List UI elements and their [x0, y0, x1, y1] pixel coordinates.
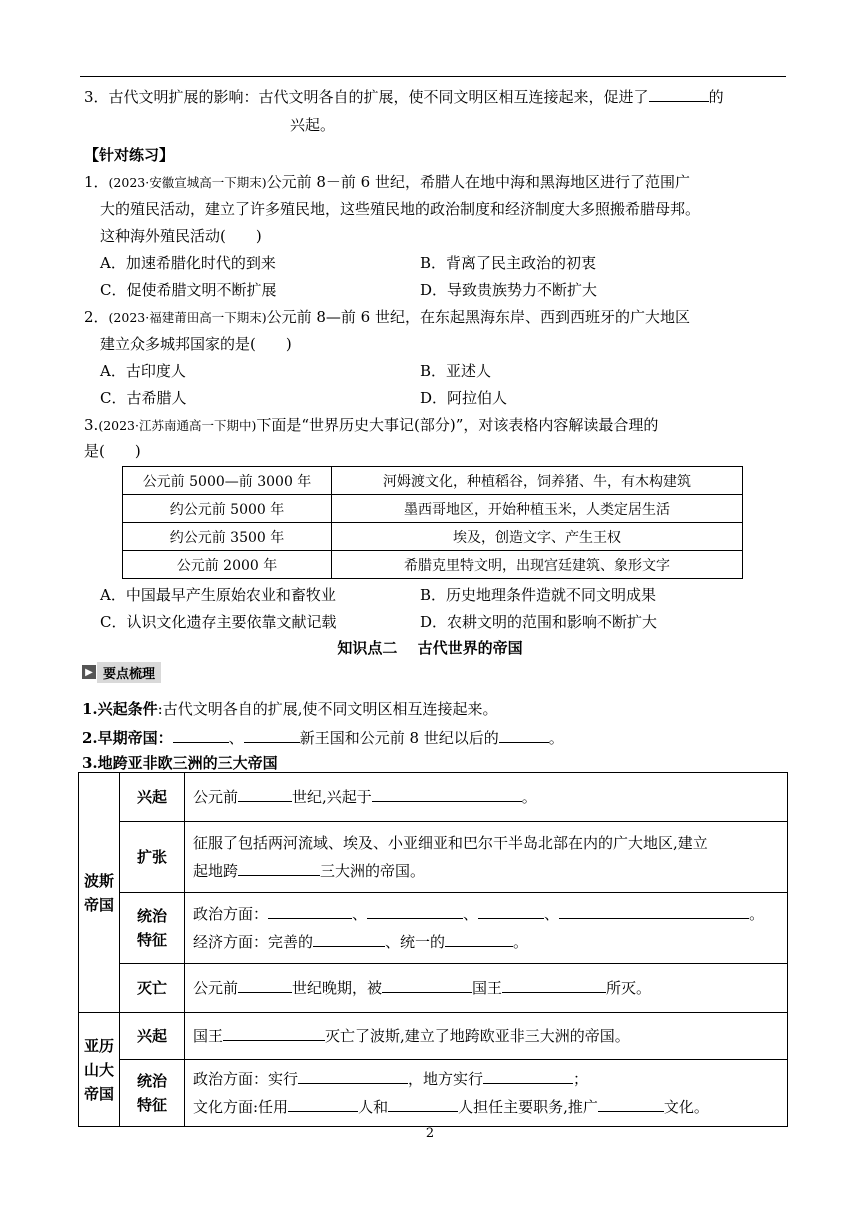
period: 。: [548, 729, 564, 747]
row-key-expand: 扩张: [120, 822, 185, 893]
point-3-label: 3.地跨亚非欧三洲的三大帝国: [82, 754, 278, 772]
row-key-rise: 兴起: [120, 773, 185, 822]
text: 政治方面：实行: [193, 1070, 299, 1088]
point-1-text: :古代文明各自的扩展,使不同文明区相互连接起来。: [157, 700, 498, 718]
empire-name-text: 亚历山大帝国: [83, 1036, 114, 1103]
option-a[interactable]: A．中国最早产生原始农业和畜牧业: [100, 586, 336, 604]
question-text: 下面是“世界历史大事记(部分)”，对该表格内容解读最合理的: [256, 416, 659, 434]
section-title: 知识点二 古代世界的帝国: [337, 639, 523, 657]
row-key-text: 统治特征: [136, 1072, 167, 1114]
text: 世纪,兴起于: [292, 788, 372, 806]
table-row: [79, 1013, 788, 1060]
text: 起地跨: [193, 862, 239, 880]
text: 三大洲的帝国。: [320, 862, 426, 880]
practice-heading: 【针对练习】: [84, 146, 175, 164]
intro-item-3-suffix: 的: [708, 88, 724, 106]
blank[interactable]: [313, 931, 385, 947]
table-row: [79, 893, 788, 964]
question-3-line-2: 是( ): [84, 442, 141, 460]
blank[interactable]: [238, 860, 320, 876]
text: 国王: [472, 979, 503, 997]
blank[interactable]: [382, 977, 472, 993]
table-row: [79, 964, 788, 1013]
option-c[interactable]: C．促使希腊文明不断扩展: [100, 281, 277, 299]
text: 人担任主要职务,推广: [458, 1098, 598, 1116]
row-key-text: 统治特征: [136, 907, 167, 949]
blank[interactable]: [223, 1025, 325, 1041]
empire-name-text: 波斯帝国: [83, 871, 114, 914]
alexander-rule: [185, 1060, 788, 1127]
blank[interactable]: [598, 1096, 664, 1112]
question-source: (2023·福建莆田高一下期末): [108, 310, 267, 325]
blank[interactable]: [388, 1096, 458, 1112]
blank[interactable]: [173, 727, 229, 743]
intro-item-3-cont: 兴起。: [290, 116, 336, 134]
table-row: [79, 1060, 788, 1127]
question-source: (2023·江苏南通高一下期中): [98, 418, 257, 433]
table-row: [79, 773, 788, 822]
table-cell-date: 约公元前 5000 年: [123, 495, 332, 523]
option-d[interactable]: D．阿拉伯人: [420, 389, 508, 407]
question-number: 1．: [84, 173, 109, 191]
blank[interactable]: [288, 1096, 358, 1112]
point-2-label: 2.早期帝国：: [82, 729, 173, 747]
text: 、: [463, 905, 479, 923]
text: ，地方实行: [408, 1070, 484, 1088]
point-1: [82, 698, 498, 720]
text: 公元前: [193, 979, 239, 997]
text: 文化。: [663, 1098, 709, 1116]
intro-item-3: [84, 86, 724, 108]
table-row: [123, 467, 743, 495]
blank[interactable]: [238, 977, 292, 993]
option-a[interactable]: A．加速希腊化时代的到来: [100, 254, 276, 272]
row-key-rule: [120, 1060, 185, 1127]
persia-rise: [185, 773, 788, 822]
table-cell-date: 公元前 2000 年: [123, 551, 332, 579]
option-c[interactable]: C．古希腊人: [100, 389, 187, 407]
table-row: [123, 551, 743, 579]
blank[interactable]: [367, 903, 463, 919]
blank[interactable]: [268, 903, 352, 919]
blank[interactable]: [559, 903, 749, 919]
text: 文化方面:任用: [193, 1098, 289, 1116]
alexander-rule-culture: [193, 1093, 779, 1121]
text: 世纪晚期，被: [292, 979, 383, 997]
text: 政治方面：: [193, 905, 269, 923]
question-text: 公元前 8—前 6 世纪，在东起黑海东岸、西到西班牙的广大地区: [266, 308, 690, 326]
persia-rule-politics: [193, 900, 779, 928]
persia-expand-line-2: [193, 857, 779, 885]
text: 、统一的: [385, 933, 446, 951]
blank[interactable]: [244, 727, 300, 743]
key-points-label: 要点梳理: [97, 662, 161, 683]
table-cell-event: 埃及，创造文字、产生王权: [332, 523, 743, 551]
text: 经济方面：完善的: [193, 933, 314, 951]
blank[interactable]: [483, 1068, 573, 1084]
table-cell-date: 公元前 5000—前 3000 年: [123, 467, 332, 495]
text: 国王: [193, 1027, 224, 1045]
persia-rule: [185, 893, 788, 964]
alexander-rule-politics: [193, 1065, 779, 1093]
text: 、: [352, 905, 368, 923]
row-key-rise: 兴起: [120, 1013, 185, 1060]
table-row: [79, 822, 788, 893]
blank[interactable]: [478, 903, 544, 919]
text: 所灭。: [606, 979, 652, 997]
text: 、: [544, 905, 560, 923]
question-number: 3.: [84, 416, 99, 434]
question-2: [84, 306, 690, 329]
option-d[interactable]: D．导致贵族势力不断扩大: [420, 281, 598, 299]
row-key-rule: [120, 893, 185, 964]
play-arrow-icon: ▶: [82, 665, 96, 679]
question-number: 2．: [84, 308, 109, 326]
option-b[interactable]: B．历史地理条件造就不同文明成果: [420, 586, 657, 604]
question-1: [84, 171, 690, 194]
blank[interactable]: [298, 1068, 408, 1084]
blank[interactable]: [372, 786, 522, 802]
option-b[interactable]: B．亚述人: [420, 362, 492, 380]
option-b[interactable]: B．背离了民主政治的初衷: [420, 254, 597, 272]
persia-fall: [185, 964, 788, 1013]
key-points-tag: [82, 662, 161, 682]
text: 征服了包括两河流域、埃及、小亚细亚和巴尔干半岛北部在内的广大地区,建立: [193, 834, 708, 852]
blank[interactable]: [502, 977, 606, 993]
question-text: 公元前 8－前 6 世纪，希腊人在地中海和黑海地区进行了范围广: [266, 173, 690, 191]
table-cell-event: 河姆渡文化，种植稻谷，饲养猪、牛，有木构建筑: [332, 467, 743, 495]
text: 。: [513, 933, 529, 951]
blank[interactable]: [238, 786, 292, 802]
point-2-text: 新王国和公元前 8 世纪以后的: [299, 729, 499, 747]
question-3: [84, 414, 658, 437]
table-row: [123, 495, 743, 523]
table-cell-date: 约公元前 3500 年: [123, 523, 332, 551]
separator: 、: [228, 729, 244, 747]
blank[interactable]: [445, 931, 513, 947]
point-2: [82, 727, 564, 749]
alexander-rise: [185, 1013, 788, 1060]
empire-name-alexander: [79, 1013, 120, 1127]
text: 。: [521, 788, 537, 806]
option-c[interactable]: C．认识文化遗存主要依靠文献记载: [100, 613, 337, 631]
blank[interactable]: [649, 86, 709, 102]
question-source: (2023·安徽宣城高一下期末): [108, 175, 267, 190]
table-cell-event: 墨西哥地区，开始种植玉米，人类定居生活: [332, 495, 743, 523]
text: 人和: [358, 1098, 389, 1116]
table-cell-event: 希腊克里特文明，出现宫廷建筑、象形文字: [332, 551, 743, 579]
question-2-line-2: 建立众多城邦国家的是( ): [100, 335, 292, 353]
point-1-label: 1.兴起条件: [82, 700, 158, 718]
option-d[interactable]: D．农耕文明的范围和影响不断扩大: [420, 613, 658, 631]
empires-table: [78, 772, 788, 1127]
text: 灭亡了波斯,建立了地跨欧亚非三大洲的帝国。: [325, 1027, 630, 1045]
empire-name-persia: [79, 773, 120, 1013]
row-key-fall: 灭亡: [120, 964, 185, 1013]
option-a[interactable]: A．古印度人: [100, 362, 186, 380]
text: ；: [573, 1070, 589, 1088]
text: 公元前: [193, 788, 239, 806]
intro-item-3-text: 3．古代文明扩展的影响：古代文明各自的扩展，使不同文明区相互连接起来，促进了: [84, 88, 649, 106]
text: 。: [749, 905, 765, 923]
history-events-table: [122, 466, 743, 579]
persia-rule-economy: [193, 928, 779, 956]
question-1-line-2: 大的殖民活动，建立了许多殖民地，这些殖民地的政治制度和经济制度大多照搬希腊母邦。: [100, 200, 701, 218]
question-1-line-3: 这种海外殖民活动( ): [100, 227, 262, 245]
table-row: [123, 523, 743, 551]
blank[interactable]: [499, 727, 549, 743]
header-rule: [80, 76, 786, 77]
persia-expand: [185, 822, 788, 893]
page-number: 2: [425, 1126, 435, 1141]
